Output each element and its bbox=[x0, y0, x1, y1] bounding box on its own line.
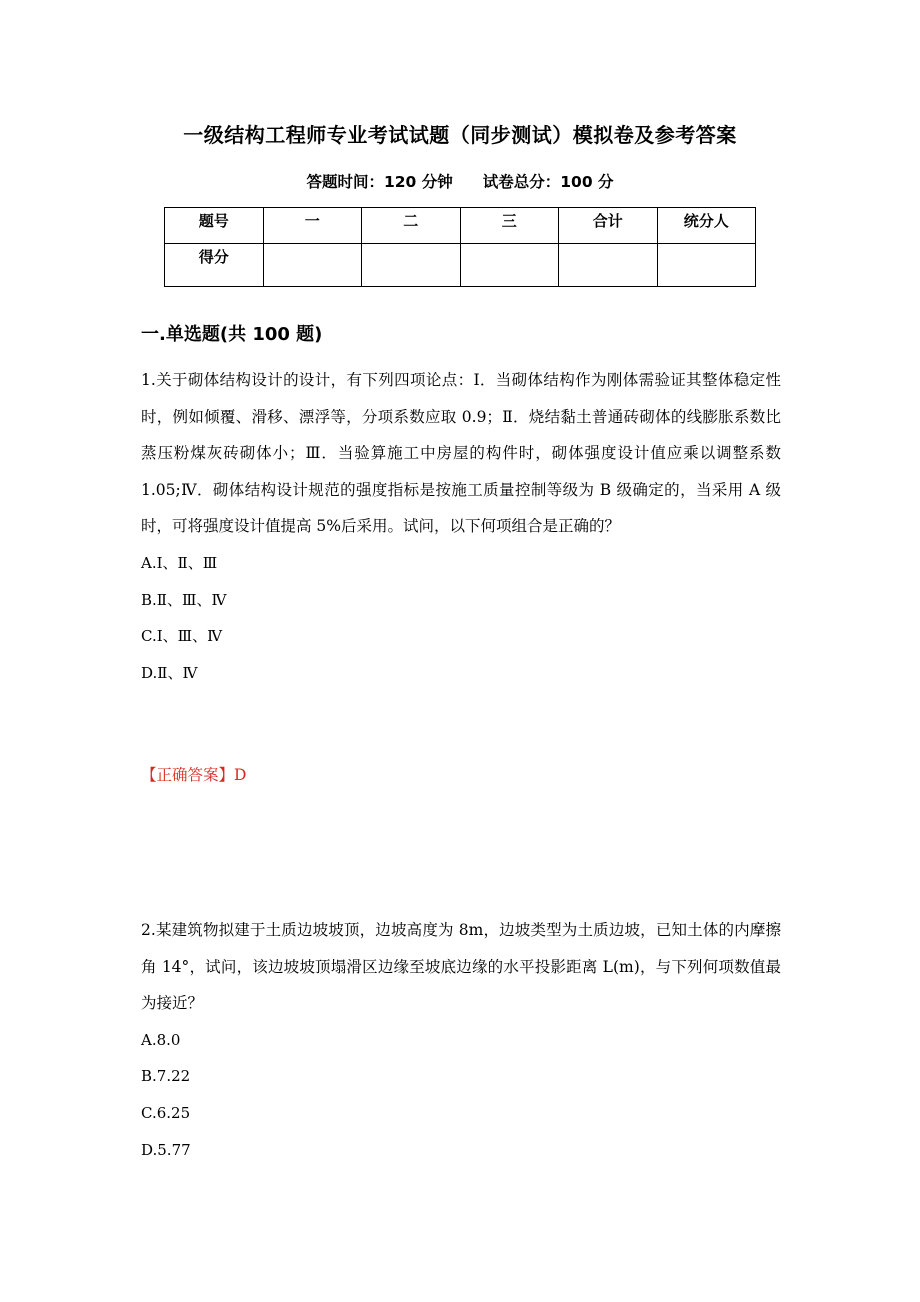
exam-total-score: 试卷总分：100 分 bbox=[482, 173, 614, 191]
score-table-header-cell: 二 bbox=[362, 208, 461, 244]
score-table-header-cell: 题号 bbox=[165, 208, 264, 244]
correct-answer: 【正确答案】D bbox=[141, 766, 247, 784]
option-a: A.8.0 bbox=[141, 1030, 181, 1049]
option-c: C.6.25 bbox=[141, 1103, 191, 1122]
option-list bbox=[141, 1022, 781, 1168]
score-table-header-cell: 一 bbox=[263, 208, 362, 244]
question-stem: 1.关于砌体结构设计的设计，有下列四项论点：Ⅰ．当砌体结构作为刚体需验证其整体稳定性时，例如倾覆、滑移、漂浮等，分项系数应取 0.9；Ⅱ．烧结黏土普通砖砌体的线膨胀系数比蒸压粉煤灰砖砌体小；Ⅲ．当验算施工中房屋的构件时，砌体强度设计值应乘以调整系数 1.05;Ⅳ．砌体结构设计规范的强度指标是按施工质量控制等级为 B 级确定的，当采用 A 级时，可将强度设计值提高 5%后采用。试问，以下何项组合是正确的？ bbox=[141, 371, 781, 536]
section-heading: 一.单选题(共 100 题) bbox=[141, 324, 323, 345]
option-c: C.I、Ⅲ、Ⅳ bbox=[141, 627, 223, 646]
score-table-cell bbox=[559, 244, 658, 287]
score-table bbox=[164, 207, 756, 287]
question-2 bbox=[141, 912, 781, 1168]
score-table-cell bbox=[362, 244, 461, 287]
score-table-header-row bbox=[165, 208, 756, 244]
question-stem: 2.某建筑物拟建于土质边坡坡顶，边坡高度为 8m，边坡类型为土质边坡，已知土体的内摩擦角 14°，试问，该边坡坡顶塌滑区边缘至坡底边缘的水平投影距离 L(m)，与下列何项数值最为接近？ bbox=[141, 921, 781, 1013]
exam-duration: 答题时间：120 分钟 bbox=[306, 173, 453, 191]
score-table-cell bbox=[460, 244, 559, 287]
option-d: D.5.77 bbox=[141, 1140, 191, 1159]
score-table-score-row bbox=[165, 244, 756, 287]
option-b: B.7.22 bbox=[141, 1067, 191, 1086]
score-table-row-label: 得分 bbox=[165, 244, 264, 287]
question-1 bbox=[141, 362, 781, 691]
score-table-cell bbox=[657, 244, 756, 287]
option-list bbox=[141, 545, 781, 691]
score-table-cell bbox=[263, 244, 362, 287]
option-a: A.Ⅰ、Ⅱ、Ⅲ bbox=[141, 553, 218, 572]
score-table-header-cell: 统分人 bbox=[657, 208, 756, 244]
page-title: 一级结构工程师专业考试试题（同步测试）模拟卷及参考答案 bbox=[183, 123, 737, 147]
option-d: D.Ⅱ、Ⅳ bbox=[141, 663, 198, 682]
score-table-header-cell: 合计 bbox=[559, 208, 658, 244]
exam-meta bbox=[0, 170, 920, 194]
score-table-header-cell: 三 bbox=[460, 208, 559, 244]
option-b: B.Ⅱ、Ⅲ、Ⅳ bbox=[141, 590, 227, 609]
